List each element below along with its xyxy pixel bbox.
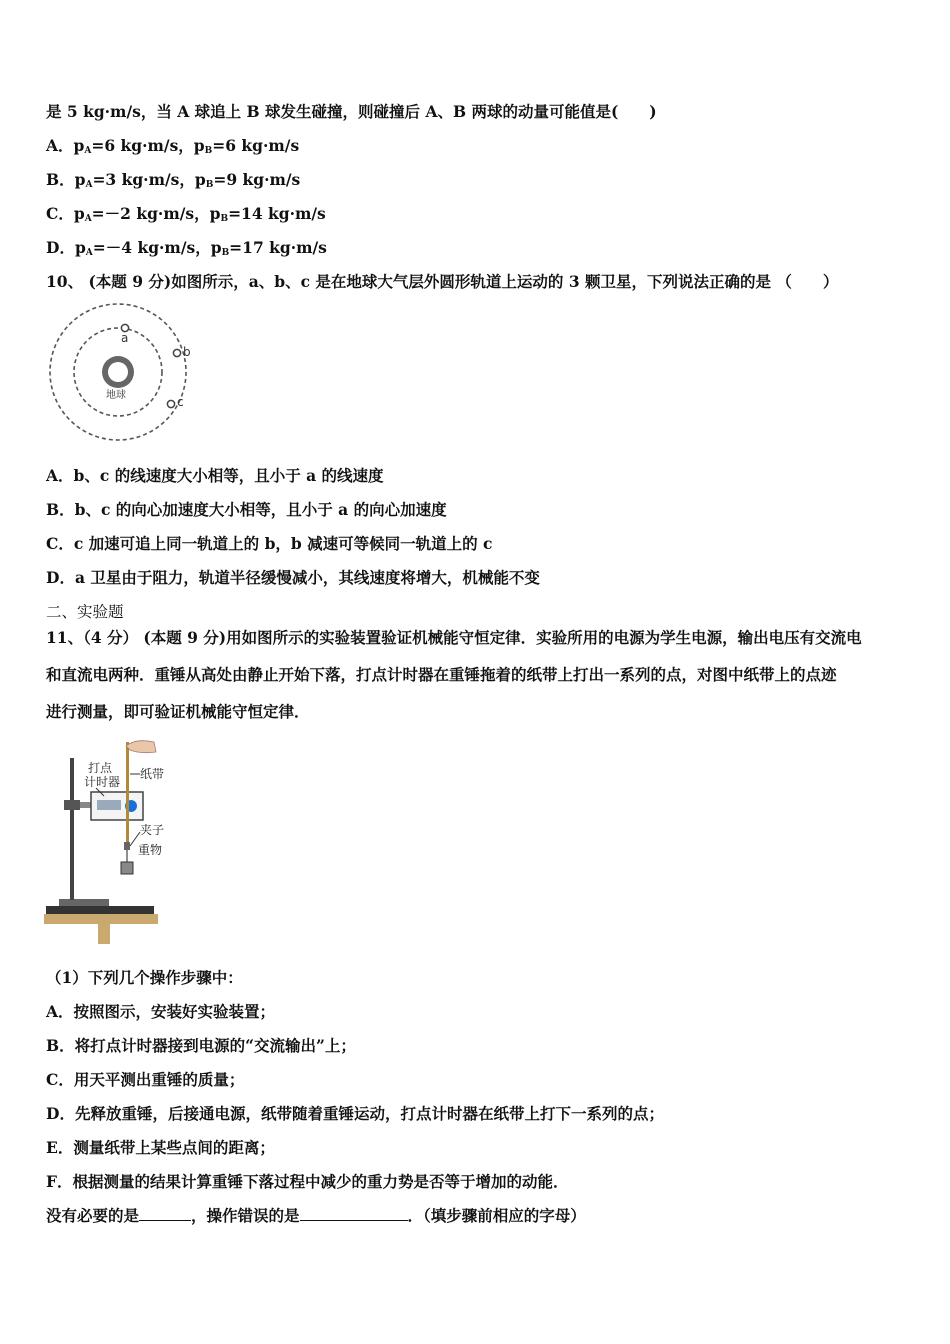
clamp-arm [80, 802, 92, 808]
label-timer-line1: 打点 [88, 761, 113, 775]
timer-coil [97, 800, 121, 810]
option-pa: =－2 kg·m/s， [91, 204, 210, 223]
satellite-c [167, 400, 174, 407]
option-pb: =6 kg·m/s [212, 136, 300, 155]
earth-hole [108, 362, 128, 382]
stand-clamp [64, 800, 80, 810]
stand-base [59, 899, 109, 906]
subscript-a: A [84, 214, 92, 224]
q11-stem-line-3: 进行测量，即可验证机械能守恒定律． [46, 702, 310, 721]
q11-step-d: D．先释放重锤，后接通电源，纸带随着重锤运动，打点计时器在纸带上打下一系列的点； [46, 1104, 664, 1123]
q9-option-b: B．$p_A=3$ kg·m/s，$p_B=9$ kg·m/s [46, 170, 301, 190]
label-timer-line2: 计时器 [84, 775, 121, 789]
subscript-a: A [85, 180, 93, 190]
label-tape: 纸带 [140, 767, 164, 781]
option-pb: =14 kg·m/s [228, 204, 326, 223]
q9-option-a: A．$p_A=6$ kg·m/s，$p_B=6$ kg·m/s [46, 136, 300, 156]
section-title: 二、实验题 [46, 603, 124, 621]
q11-step-a: A．按照图示，安装好实验装置； [46, 1002, 276, 1021]
earth-label: 地球 [106, 390, 126, 401]
q11-step-b: B．将打点计时器接到电源的“交流输出”上； [46, 1036, 356, 1055]
hand [126, 741, 156, 753]
weight [121, 862, 133, 874]
option-pa: =3 kg·m/s， [92, 170, 195, 189]
q11-answer-line [46, 1206, 586, 1226]
option-pa: =－4 kg·m/s， [92, 238, 211, 257]
q10-stem: 10、 (本题 9 分)如图所示，a、b、c 是在地球大气层外圆形轨道上运动的 3 颗卫星，下列说法正确的是 （ ） [46, 272, 839, 291]
q10-option-c: C．c 加速可追上同一轨道上的 b，b 减速可等候同一轨道上的 c [46, 534, 493, 553]
option-letter: C． [46, 204, 74, 223]
answer-suffix: ．（填步骤前相应的字母） [407, 1206, 586, 1225]
subscript-a: A [85, 248, 93, 258]
subscript-b: B [221, 248, 230, 258]
stand-rod [70, 758, 74, 900]
q10-option-a: A．b、c 的线速度大小相等，且小于 a 的线速度 [46, 466, 384, 485]
table-edge [44, 914, 158, 924]
option-pb: =9 kg·m/s [213, 170, 301, 189]
answer-blank-wrong[interactable] [300, 1206, 408, 1221]
q11-step-e: E．测量纸带上某些点间的距离； [46, 1138, 275, 1157]
subscript-b: B [204, 146, 213, 156]
clip [124, 842, 130, 850]
subscript-a: A [84, 146, 92, 156]
subscript-b: B [220, 214, 229, 224]
subscript-b: B [205, 180, 214, 190]
q11-step-c: C．用天平测出重锤的质量； [46, 1070, 245, 1089]
answer-prefix: 没有必要的是 [46, 1206, 140, 1225]
option-letter: A． [46, 136, 74, 155]
option-letter: D． [46, 238, 75, 257]
answer-blank-unnecessary[interactable] [139, 1206, 191, 1221]
label-a: a [121, 331, 129, 345]
q9-option-d: D．$p_A=-4$ kg·m/s，$p_B=17$ kg·m/s [46, 238, 327, 258]
satellite-b [173, 349, 180, 356]
table-leg [98, 924, 110, 944]
label-weight: 重物 [138, 843, 163, 857]
q11-step-f: F．根据测量的结果计算重锤下落过程中减少的重力势是否等于增加的动能． [46, 1172, 569, 1191]
table-top [46, 906, 154, 914]
label-c: c [177, 395, 184, 409]
label-clip: 夹子 [140, 823, 164, 837]
answer-middle: ，操作错误的是 [191, 1206, 300, 1225]
paper-tape [126, 742, 129, 842]
option-pb: =17 kg·m/s [229, 238, 327, 257]
apparatus-diagram [44, 736, 164, 946]
orbit-diagram [44, 302, 204, 444]
q9-stem-tail: 是 5 kg·m/s，当 A 球追上 B 球发生碰撞，则碰撞后 A、B 两球的动量可能值是( ) [46, 102, 657, 121]
q11-stem-line-1: 11、（4 分） (本题 9 分)用如图所示的实验装置验证机械能守恒定律．实验所用的电源为学生电源，输出电压有交流电 [46, 628, 862, 647]
option-pa: =6 kg·m/s， [91, 136, 194, 155]
q10-option-d: D．a 卫星由于阻力，轨道半径缓慢减小，其线速度将增大，机械能不变 [46, 568, 540, 587]
q11-part1-title: （1）下列几个操作步骤中： [46, 968, 243, 987]
q11-stem-line-2: 和直流电两种．重锤从高处由静止开始下落，打点计时器在重锤拖着的纸带上打出一系列的点，对图中纸带上的点迹 [46, 665, 837, 684]
q9-option-c: C．$p_A=-2$ kg·m/s，$p_B=14$ kg·m/s [46, 204, 326, 224]
option-letter: B． [46, 170, 75, 189]
q10-option-b: B．b、c 的向心加速度大小相等，且小于 a 的向心加速度 [46, 500, 447, 519]
label-b: b [183, 345, 191, 359]
